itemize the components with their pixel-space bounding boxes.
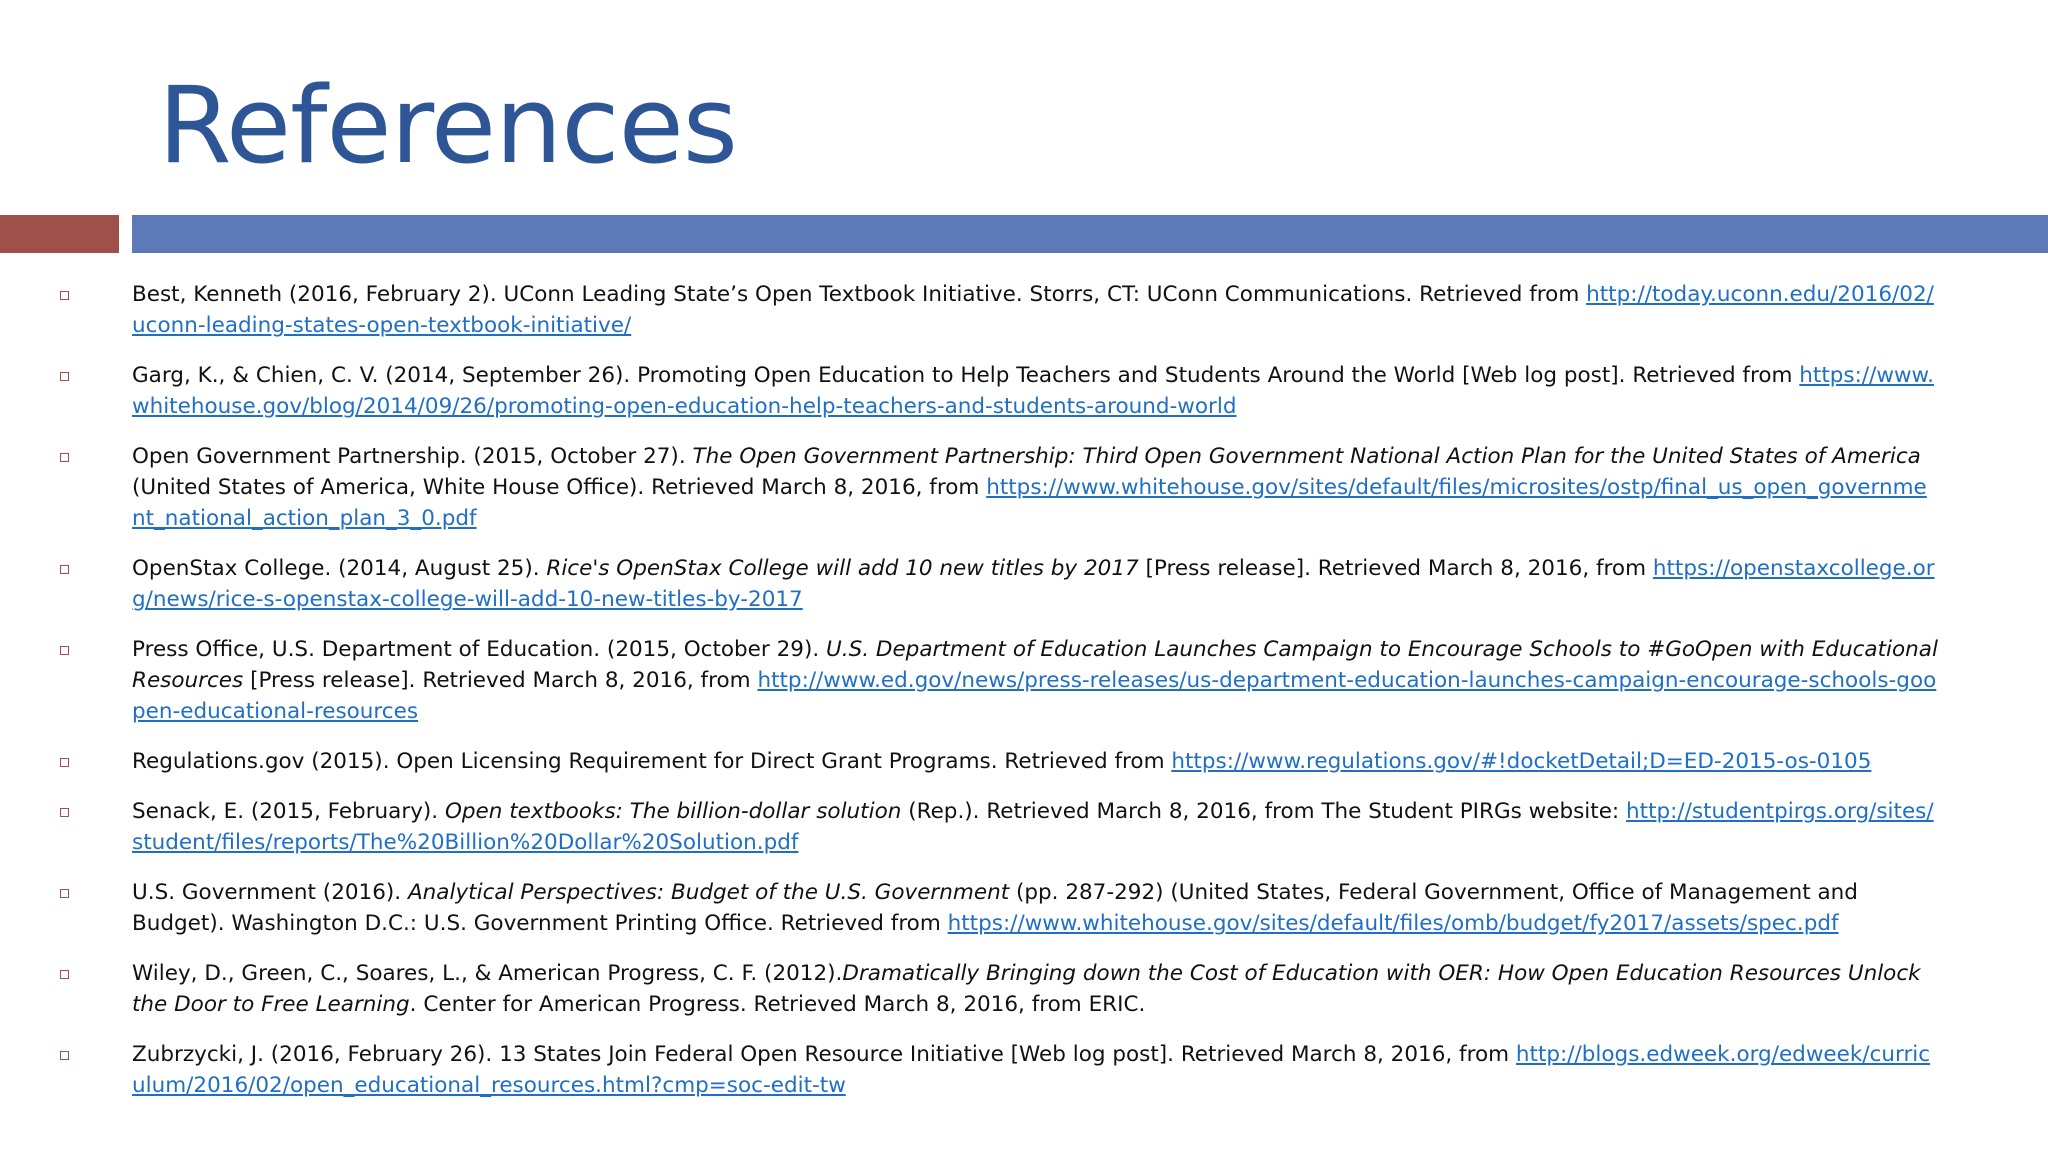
square-bullet-icon <box>60 758 69 767</box>
reference-item <box>0 441 1940 534</box>
reference-title: Analytical Perspectives: Budget of the U.S. Government <box>407 880 1010 905</box>
reference-item <box>0 746 1940 777</box>
accent-bar-red <box>0 215 119 253</box>
reference-text: Garg, K., & Chien, C. V. (2014, September 26). Promoting Open Education to Help Teachers and Students Around the World [Web log post]. Retrieved from <box>132 363 1800 388</box>
reference-item <box>0 877 1940 939</box>
reference-link[interactable]: https://www.whitehouse.gov/sites/default/files/microsites/ostp/final_us_open_government_national_action_plan_3_0.pdf <box>132 475 1927 531</box>
reference-text: (Rep.). Retrieved March 8, 2016, from The Student PIRGs website: <box>901 799 1627 824</box>
square-bullet-icon <box>60 970 69 979</box>
reference-text: Press Office, U.S. Department of Education. (2015, October 29). <box>132 637 826 662</box>
reference-item <box>0 634 1940 727</box>
reference-title: Dramatically Bringing down the Cost of Education with OER: How Open Education Resources Unlock the Door to Free Learning <box>132 961 1921 1017</box>
square-bullet-icon <box>60 372 69 381</box>
square-bullet-icon <box>60 1051 69 1060</box>
reference-item <box>0 360 1940 422</box>
reference-link[interactable]: https://www.regulations.gov/#!docketDetail;D=ED-2015-os-0105 <box>1171 749 1872 774</box>
square-bullet-icon <box>60 646 69 655</box>
square-bullet-icon <box>60 889 69 898</box>
reference-title: Rice's OpenStax College will add 10 new titles by 2017 <box>546 556 1139 581</box>
reference-title: The Open Government Partnership: Third Open Government National Action Plan for the United States of America <box>692 444 1921 469</box>
slide-title: References <box>158 64 738 187</box>
reference-text: U.S. Government (2016). <box>132 880 408 905</box>
reference-text: Open Government Partnership. (2015, October 27). <box>132 444 693 469</box>
square-bullet-icon <box>60 291 69 300</box>
reference-text: Zubrzycki, J. (2016, February 26). 13 States Join Federal Open Resource Initiative [Web log post]. Retrieved March 8, 2016, from <box>132 1042 1516 1067</box>
reference-item <box>0 1039 1940 1101</box>
reference-link[interactable]: http://blogs.edweek.org/edweek/curriculum/2016/02/open_educational_resources.html?cmp=soc-edit-tw <box>132 1042 1931 1098</box>
reference-text: Best, Kenneth (2016, February 2). UConn Leading State’s Open Textbook Initiative. Storrs, CT: UConn Communications. Retrieved from <box>132 282 1587 307</box>
reference-text: Regulations.gov (2015). Open Licensing Requirement for Direct Grant Programs. Retrieved from <box>132 749 1172 774</box>
reference-item <box>0 553 1940 615</box>
reference-text: Wiley, D., Green, C., Soares, L., & American Progress, C. F. (2012). <box>132 961 843 986</box>
reference-text: (United States of America, White House Office). Retrieved March 8, 2016, from <box>132 475 987 500</box>
reference-text: [Press release]. Retrieved March 8, 2016, from <box>1138 556 1653 581</box>
reference-item <box>0 796 1940 858</box>
reference-link[interactable]: http://studentpirgs.org/sites/student/files/reports/The%20Billion%20Dollar%20Solution.pdf <box>132 799 1934 855</box>
accent-bar-blue <box>132 215 2048 253</box>
reference-link[interactable]: http://today.uconn.edu/2016/02/uconn-leading-states-open-textbook-initiative/ <box>132 282 1934 338</box>
reference-item <box>0 279 1940 341</box>
reference-title: U.S. Department of Education Launches Campaign to Encourage Schools to #GoOpen with Educational Resources <box>132 637 1938 693</box>
reference-link[interactable]: http://www.ed.gov/news/press-releases/us-department-education-launches-campaign-encourage-schools-goopen-educational-resources <box>132 668 1937 724</box>
reference-text: [Press release]. Retrieved March 8, 2016, from <box>243 668 758 693</box>
square-bullet-icon <box>60 453 69 462</box>
reference-link[interactable]: https://openstaxcollege.org/news/rice-s-openstax-college-will-add-10-new-titles-by-2017 <box>132 556 1935 612</box>
reference-item <box>0 958 1940 1020</box>
reference-text: (pp. 287-292) (United States, Federal Government, Office of Management and Budget). Washington D.C.: U.S. Government Printing Office. Retrieved from <box>132 880 1858 936</box>
reference-list <box>0 279 2048 1120</box>
reference-text: Senack, E. (2015, February). <box>132 799 445 824</box>
square-bullet-icon <box>60 808 69 817</box>
reference-title: Open textbooks: The billion-dollar solution <box>444 799 902 824</box>
square-bullet-icon <box>60 565 69 574</box>
reference-link[interactable]: https://www.whitehouse.gov/blog/2014/09/26/promoting-open-education-help-teachers-and-students-around-world <box>132 363 1934 419</box>
reference-text: OpenStax College. (2014, August 25). <box>132 556 547 581</box>
reference-text: . Center for American Progress. Retrieved March 8, 2016, from ERIC. <box>409 992 1146 1017</box>
reference-link[interactable]: https://www.whitehouse.gov/sites/default/files/omb/budget/fy2017/assets/spec.pdf <box>947 911 1839 936</box>
